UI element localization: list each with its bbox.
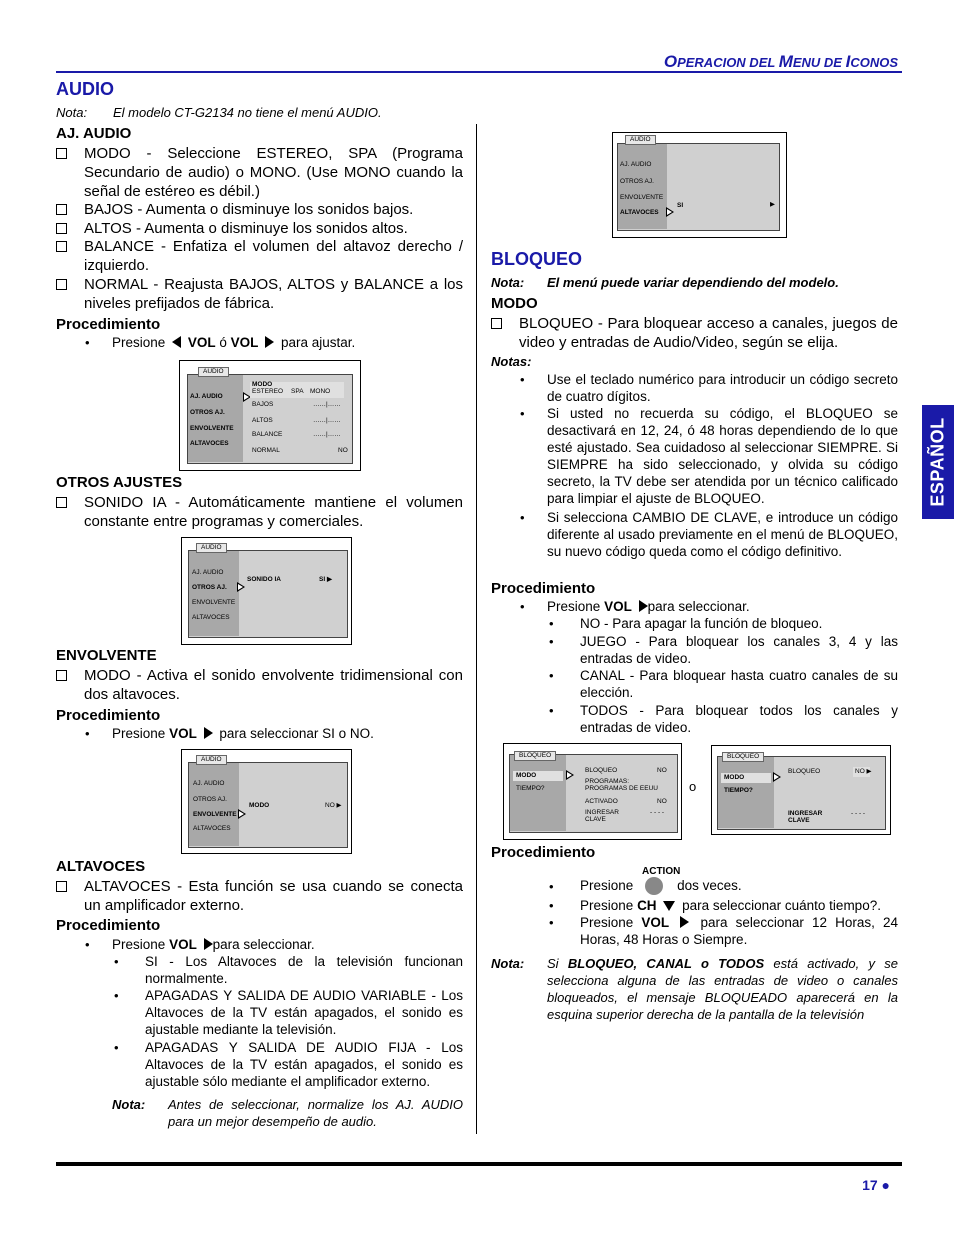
note-item: Use el teclado numérico para introducir un código secreto de cuatro dígitos. [547, 372, 898, 404]
action-label: ACTION [642, 866, 681, 877]
altavoces-screen: AUDIO AJ. AUDIO OTROS AJ. ENVOLVENTE ALTAVOCES SI ▶ [612, 132, 787, 238]
otros-ajustes-heading: OTROS AJUSTES [56, 474, 183, 491]
envolvente-heading: ENVOLVENTE [56, 647, 157, 664]
selector-arrow-icon [237, 582, 245, 592]
procedure-heading: Procedimiento [56, 707, 161, 724]
sub-step: APAGADAS Y SALIDA DE AUDIO FIJA - Los Altavoces de la TV están apagados, el sonido es ajustable sólo mediante el amplificador externo. [145, 1040, 463, 1089]
list-item: NORMAL - Reajusta BAJOS, ALTOS y BALANCE a los niveles prefijados de fábrica. [56, 275, 463, 313]
right-arrow-icon [204, 938, 213, 950]
list-item: ALTOS - Aumenta o disminuye los sonidos altos. [56, 219, 463, 238]
section-heading-bloqueo: BLOQUEO [491, 249, 583, 269]
note-item: Si usted no recuerda su código, el BLOQUEO se desactivará en 12, 24, ó 48 horas dependiendo de lo que esté ajustado. Sea cuidadoso al seleccionar SIEMPRE. Si SIEMPRE ha sido seleccionado, y olvida su código secreto, la TV debe ser atendida por un técnico calificado para limpiar el ajuste de BLOQUEO. [547, 406, 898, 506]
altavoces-note: Antes de seleccionar, normalize los AJ. AUDIO para un mejor desempeño de audio. [168, 1097, 463, 1129]
left-arrow-icon [172, 336, 181, 348]
or-text: o [689, 779, 697, 794]
section-heading-audio: AUDIO [56, 79, 114, 99]
procedure-heading: Procedimiento [491, 580, 596, 597]
right-arrow-icon [680, 916, 689, 928]
language-tab: ESPAÑOL [922, 405, 954, 519]
bloqueo-alt-screen: BLOQUEO MODO TIEMPO? BLOQUEO NO ▶ INGRESAR CLAVE - - - - [711, 745, 891, 835]
modo-heading: MODO [491, 295, 538, 312]
action-button-icon [645, 877, 663, 895]
procedure-step: Presione VOL para seleccionar. [112, 937, 315, 952]
list-item: ALTAVOCES - Esta función se usa cuando se conecta un amplificador externo. [56, 877, 463, 915]
sub-step: CANAL - Para bloquear hasta cuatro canales de su elección. [580, 668, 898, 700]
right-arrow-icon [204, 727, 213, 739]
audio-menu-screen: AUDIO AJ. AUDIO OTROS AJ. ENVOLVENTE ALTAVOCES MODO ESTEREO SPA MONO BAJOS ……|…… ALTOS ……|…… BALANCE ……|…… NORMAL NO [179, 360, 361, 471]
audio-note: El modelo CT-G2134 no tiene el menú AUDIO. [113, 105, 382, 120]
list-item: BLOQUEO - Para bloquear acceso a canales, juegos de video y entradas de Audio/Video, según se elija. [491, 314, 898, 352]
bloqueo-menu-screen: BLOQUEO MODO TIEMPO? BLOQUEO NO PROGRAMAS: PROGRAMAS DE EEUU ACTIVADO NO INGRESAR CLAVE - - - - [503, 743, 682, 840]
bloqueo-note-label: Nota: [491, 275, 525, 290]
header-rule [56, 71, 902, 73]
column-divider [476, 124, 477, 1134]
procedure-step: Presione VOL para seleccionar. [547, 599, 750, 614]
envolvente-screen: AUDIO AJ. AUDIO OTROS AJ. ENVOLVENTE ALTAVOCES MODO NO ▶ [181, 749, 352, 854]
note-label: Nota: [112, 1097, 146, 1112]
otros-ajustes-screen: AUDIO AJ. AUDIO OTROS AJ. ENVOLVENTE ALTAVOCES SONIDO IA SI ▶ [181, 537, 352, 645]
altavoces-heading: ALTAVOCES [56, 858, 146, 875]
footer-rule [56, 1162, 902, 1166]
list-item: BALANCE - Enfatiza el volumen del altavoz derecho / izquierdo. [56, 237, 463, 275]
procedure-step: Presione VOL ó VOL para ajustar. [112, 335, 356, 350]
selector-arrow-icon [566, 770, 574, 780]
audio-note-label: Nota: [56, 105, 88, 120]
list-item: MODO - Activa el sonido envolvente tridimensional con dos altavoces. [56, 666, 463, 704]
procedure-heading: Procedimiento [56, 917, 161, 934]
sub-step: JUEGO - Para bloquear los canales 3, 4 y las entradas de video. [580, 634, 898, 666]
list-item: SONIDO IA - Automáticamente mantiene el volumen constante entre programas y comerciales. [56, 493, 463, 531]
note-label: Nota: [491, 956, 525, 971]
bloqueo-final-note: Si BLOQUEO, CANAL o TODOS está activado, y se selecciona alguna de las entradas de video o canales bloqueados, el mensaje BLOQUEADO aparecerá en la esquina superior derecha de la pantalla de la televisión [547, 956, 899, 1022]
procedure-heading: Procedimiento [491, 844, 596, 861]
notas-label: Notas: [491, 354, 532, 369]
sub-step: NO - Para apagar la función de bloqueo. [580, 616, 823, 631]
procedure-step: Presione VOL para seleccionar SI o NO. [112, 726, 374, 741]
list-item: MODO - Seleccione ESTEREO, SPA (Programa Secundario de audio) o MONO. (Use MONO cuando la señal de estéreo es débil.) [56, 144, 463, 201]
right-arrow-icon [265, 336, 274, 348]
selector-arrow-icon [773, 772, 781, 782]
page-header-title: OPERACION DEL MENU DE ICONOS [663, 52, 898, 71]
selector-arrow-icon [238, 809, 246, 819]
sub-step: SI - Los Altavoces de la televisión funcionan normalmente. [145, 954, 463, 986]
down-arrow-icon [663, 901, 675, 911]
sub-step: TODOS - Para bloquear todos los canales y entradas de video. [580, 703, 898, 735]
bloqueo-note: El menú puede variar dependiendo del modelo. [547, 275, 839, 290]
sub-step: APAGADAS Y SALIDA DE AUDIO VARIABLE - Los Altavoces de la TV están apagados, el sonido es ajustable mediante la televisión. [145, 988, 463, 1037]
selector-arrow-icon [666, 207, 674, 217]
list-item: BAJOS - Aumenta o disminuye los sonidos bajos. [56, 200, 463, 219]
procedure-step: Presione VOL para seleccionar 12 Horas, 24 Horas, 48 Horas o Siempre. [580, 915, 898, 947]
note-item: Si selecciona CAMBIO DE CLAVE, e introduce un código diferente al usado previamente en el menú de BLOQUEO, su nuevo código queda como el código definitivo. [547, 510, 898, 559]
procedure-heading: Procedimiento [56, 316, 161, 333]
right-arrow-icon [639, 600, 648, 612]
aj-audio-heading: AJ. AUDIO [56, 125, 132, 142]
procedure-step: Presione CH para seleccionar cuánto tiempo?. [580, 898, 881, 913]
procedure-step: Presione dos veces. [580, 877, 742, 895]
page-number: 17 ● [862, 1177, 890, 1193]
